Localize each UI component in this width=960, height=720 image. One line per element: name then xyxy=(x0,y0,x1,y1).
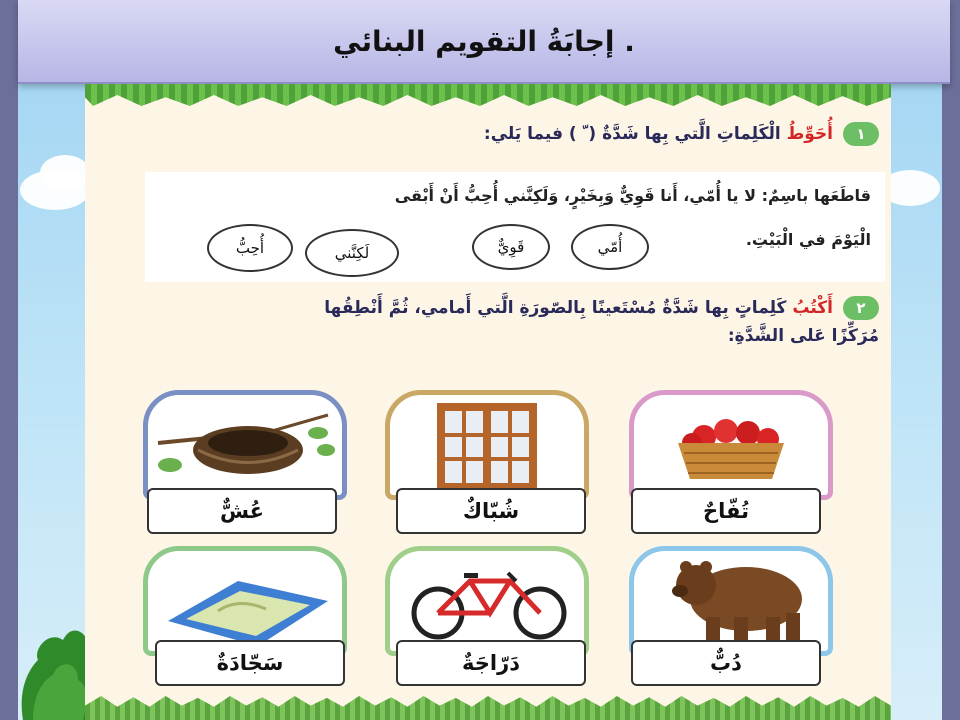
question-2-header xyxy=(324,296,879,320)
bear-icon xyxy=(634,551,828,651)
apple-basket-icon xyxy=(634,395,828,495)
question-2-verb: أَكْتُبُ xyxy=(792,298,833,318)
sentence-line-1: قاطَعَها باسِمٌ: لا يا أُمّي، أَنا قَوِيٌّ وَبِخَيْرٍ، وَلَكِنَّني أُحِبُّ أَنْ أَبْقى xyxy=(394,186,871,205)
title-bar xyxy=(18,0,950,84)
question-1-text xyxy=(484,124,833,144)
word-label: سَجّادَةٌ xyxy=(155,640,345,686)
question-1-verb: أُحَوِّطُ xyxy=(786,124,833,144)
answer-oval: أُحِبُّ xyxy=(207,224,293,272)
question-2-instruction-line-2: مُرَكِّزًا عَلى الشَّدَّةِ: xyxy=(727,326,879,346)
nest-icon xyxy=(148,395,342,495)
word-label: شُبّاكٌ xyxy=(396,488,586,534)
word-label: عُشٌّ xyxy=(147,488,337,534)
prayer-mat-icon xyxy=(148,551,342,651)
apple-basket-card xyxy=(629,390,833,500)
word-label: دَرّاجَةٌ xyxy=(396,640,586,686)
word-label: دُبٌّ xyxy=(631,640,821,686)
nest-card xyxy=(143,390,347,500)
grass-border-top xyxy=(85,84,891,106)
bicycle-icon xyxy=(390,551,584,651)
question-1-number: ١ xyxy=(843,122,879,146)
question-1-header xyxy=(484,122,879,146)
cloud-decoration xyxy=(40,155,90,191)
question-2-instruction: كَلِماتٍ بِها شَدَّةٌ مُسْتَعينًا بِالصّورَةِ الَّتي أَمامي، ثُمَّ أَنْطِقُها xyxy=(324,298,787,318)
answer-oval: لَكِنَّني xyxy=(305,229,399,277)
word-label: تُفّاحٌ xyxy=(631,488,821,534)
question-1-instruction: الْكَلِماتِ الَّتي بِها شَدَّةٌ ( ّ ) فيما يَلي: xyxy=(483,124,781,144)
answer-oval: قَوِيٌّ xyxy=(472,224,550,270)
window-card xyxy=(385,390,589,500)
sentence-line-2: الْيَوْمَ في الْبَيْتِ. xyxy=(745,230,871,249)
window-icon xyxy=(390,395,584,495)
textbook-page xyxy=(85,84,891,720)
question-2-number: ٢ xyxy=(843,296,879,320)
page-title: إجابَةُ التقويم البنائي . xyxy=(333,24,635,58)
answer-oval: أُمّي xyxy=(571,224,649,270)
question-2-text xyxy=(324,298,833,318)
